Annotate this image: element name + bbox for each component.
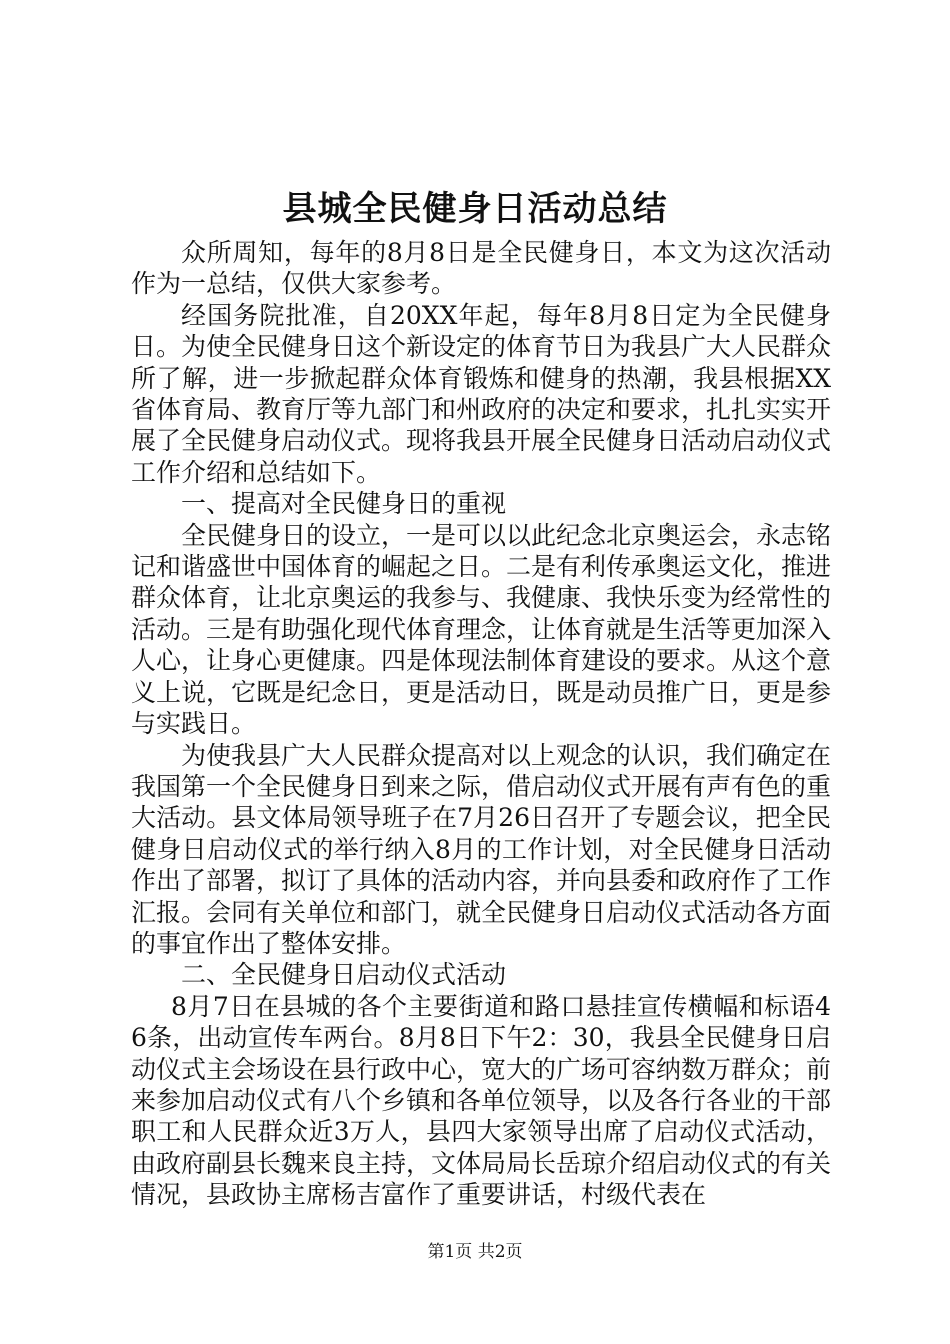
page-footer: 第1页 共2页 <box>427 1242 523 1262</box>
paragraph-ceremony: 8月7日在县城的各个主要街道和路口悬挂宣传横幅和标语46条，出动宣传车两台。8月8日下午2：30，我县全民健身日启动仪式主会场设在县行政中心，宽大的广场可容纳数万群众；前来参加启动仪式有八个乡镇和各单位领导，以及各行各业的干部职工和人民群众近3万人，县四大家领导出席了启动仪式活动，由政府副县长魏来良主持，文体局局长岳琼介绍启动仪式的有关情况，县政协主席杨吉富作了重要讲话，村级代表在 <box>131 991 832 1210</box>
paragraph-planning: 为使我县广大人民群众提高对以上观念的认识，我们确定在我国第一个全民健身日到来之际，借启动仪式开展有声有色的重大活动。县文体局领导班子在7月26日召开了专题会议，把全民健身日启动仪式的举行纳入8月的工作计划，对全民健身日活动作出了部署，拟订了具体的活动内容，并向县委和政府作了工作汇报。会同有关单位和部门，就全民健身日启动仪式活动各方面的事宜作出了整体安排。 <box>131 740 832 958</box>
paragraph-significance: 全民健身日的设立，一是可以以此纪念北京奥运会，永志铭记和谐盛世中国体育的崛起之日。二是有利传承奥运文化，推进群众体育，让北京奥运的我参与、我健康、我快乐变为经常性的活动。三是有助强化现代体育理念，让体育就是生活等更加深入人心，让身心更健康。四是体现法制体育建设的要求。从这个意义上说，它既是纪念日，更是活动日，既是动员推广日，更是参与实践日。 <box>131 520 832 739</box>
document-title: 县城全民健身日活动总结 <box>282 189 668 229</box>
paragraph-intro: 众所周知，每年的8月8日是全民健身日，本文为这次活动作为一总结，仅供大家参考。 <box>131 238 831 299</box>
document-body <box>131 237 831 1211</box>
section-heading-2: 二、全民健身日启动仪式活动 <box>181 960 507 990</box>
paragraph-background: 经国务院批准，自20XX年起，每年8月8日定为全民健身日。为使全民健身日这个新设定的体育节日为我县广大人民群众所了解，进一步掀起群众体育锻炼和健身的热潮，我县根据XX省体育局、教育厅等九部门和州政府的决定和要求，扎扎实实开展了全民健身启动仪式。现将我县开展全民健身日活动启动仪式工作介绍和总结如下。 <box>131 300 832 487</box>
section-heading-1: 一、提高对全民健身日的重视 <box>181 489 507 519</box>
